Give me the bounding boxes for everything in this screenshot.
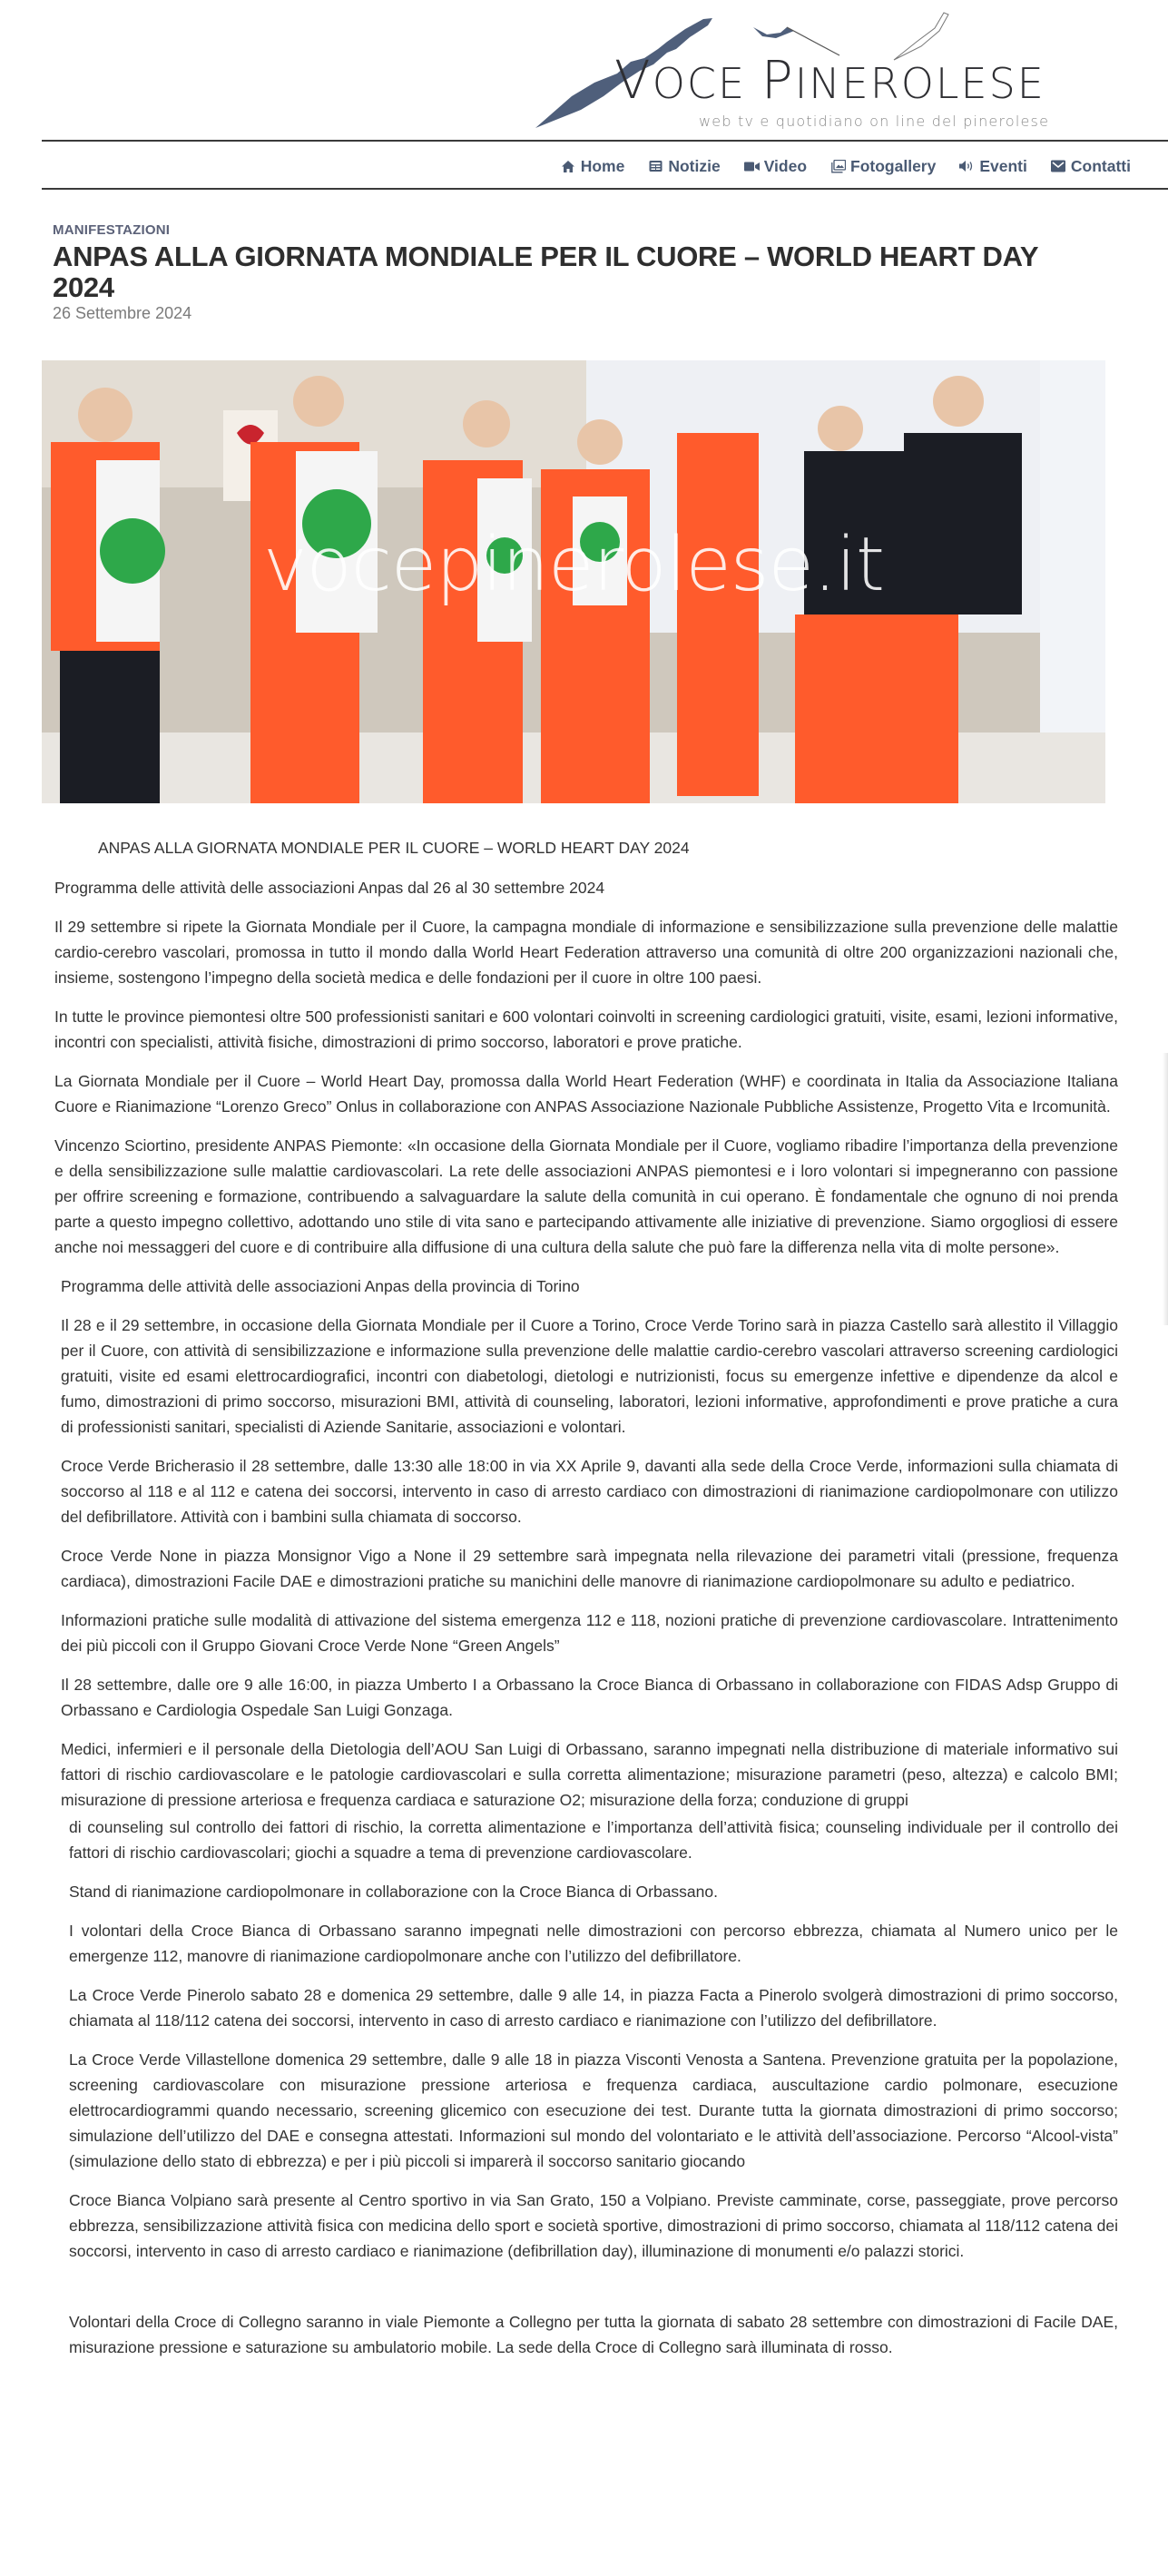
category-link[interactable]: MANIFESTAZIONI xyxy=(53,222,171,238)
article-paragraph: La Croce Verde Villastellone domenica 29 settembre, dalle 9 alle 18 in piazza Visconti Venosta a Santena. Prevenzione gratuita per la popolazione, screening cardiovascolare con misurazione pressione arteriosa e frequenza cardiaca, auscultazione cardio polmonare, esecuzione elettrocardiogrammi quando necessario, screening glicemico con esecuzione dei test. Durante tutta la giornata dimostrazioni di primo soccorso; simulazione dell’utilizzo del DAE e consegna attestati. Informazioni sul mondo del volontariato e le attività dell’associazione. Percorso “Alcool-vista” (simulazione dello stato di ebbrezza) e per i più piccoli si imparerà il soccorso sanitario giocando xyxy=(69,2050,1118,2170)
article-paragraph: Programma delle attività delle associazioni Anpas della provincia di Torino xyxy=(61,1277,580,1295)
article-paragraph: di counseling sul controllo dei fattori di rischio, la corretta alimentazione e l’importanza dell’attività fisica; counseling individuale per il controllo dei fattori di rischio cardiovascolari; giochi a squadre a tema di prevenzione cardiovascolare. xyxy=(69,1818,1118,1862)
nav-item-fotogallery[interactable] xyxy=(830,157,936,176)
article-paragraph: Volontari della Croce di Collegno saranno in viale Piemonte a Collegno per tutta la giornata di sabato 28 settembre con dimostrazioni di Facile DAE, misurazione pressione e saturazione su ambulatorio mobile. La sede della Croce di Collegno sarà illuminata di rosso. xyxy=(69,2313,1118,2356)
article-paragraph: Il 28 e il 29 settembre, in occasione della Giornata Mondiale per il Cuore a Torino, Croce Verde Torino sarà in piazza Castello sarà allestito il Villaggio per il Cuore, con attività di sensibilizzazione e informazione sulla prevenzione delle malattie cardio-cerebro vascolari attraverso screening cardiologici gratuiti, visite ed esami elettrocardiografici, incontri con diabetologi, dietologi e nutrizionisti, focus su emergenze infettive e dipendenze da alcol e fumo, dimostrazioni di primo soccorso, misurazioni BMI, attività di counseling, laboratori, lezioni informative, approfondimenti e prove pratiche a cura di professionisti sanitari, specialisti di Aziende Sanitarie, associazioni e volontari. xyxy=(61,1316,1118,1436)
article-paragraph: Programma delle attività delle associazioni Anpas dal 26 al 30 settembre 2024 xyxy=(54,879,605,897)
nav-label: Contatti xyxy=(1070,156,1131,175)
article-paragraph: In tutte le province piemontesi oltre 500 professionisti sanitari e 600 volontari coinvolti in screening cardiologici gratuiti, visite, esami, lezioni informative, incontri con specialisti, attività fisiche, dimostrazioni di primo soccorso, laboratori e prove pratiche. xyxy=(54,1008,1118,1051)
header-divider-bottom xyxy=(42,188,1168,190)
article-title: ANPAS ALLA GIORNATA MONDIALE PER IL CUORE – WORLD HEART DAY 2024 xyxy=(53,241,1038,303)
nav-label: Home xyxy=(580,156,625,175)
article-photo[interactable] xyxy=(42,360,1105,803)
article-header xyxy=(53,222,1124,323)
nav-item-notizie[interactable] xyxy=(648,157,720,176)
article-paragraph: I volontari della Croce Bianca di Orbassano saranno impegnati nelle dimostrazioni con percorso ebbrezza, chiamata al Numero unico per le emergenze 112, manovre di rianimazione cardiopolmonare anche con l’utilizzo del defibrillatore. xyxy=(69,1922,1118,1965)
article-paragraph: Il 29 settembre si ripete la Giornata Mondiale per il Cuore, la campagna mondiale di informazione e sensibilizzazione sulla prevenzione delle malattie cardio-cerebro vascolari, promossa in tutto il mondo dalla World Heart Federation attraverso una comunità di oltre 200 organizzazioni nazionali che, insieme, sostengono l’impegno della società medica e delle fondazioni per il cuore in oltre 100 paesi. xyxy=(54,918,1118,987)
speaker-icon xyxy=(959,159,975,174)
article-paragraph: Croce Verde Bricherasio il 28 settembre, dalle 13:30 alle 18:00 in via XX Aprile 9, davanti alla sede della Croce Verde, informazioni sulla chiamata di soccorso al 118 e al 112 e catena dei soccorsi, intervento in caso di arresto cardiaco con dimostrazioni di rianimazione cardiopolmonare con utilizzo del defibrillatore. Attività con i bambini sulla chiamata di soccorso. xyxy=(61,1457,1118,1526)
home-icon xyxy=(561,159,576,174)
article-paragraph: Croce Bianca Volpiano sarà presente al Centro sportivo in via San Grato, 150 a Volpiano. Previste camminate, corse, passeggiate, prove percorso ebbrezza, sensibilizzazione attività fisica con medicina dello sport e società sportive, dimostrazioni di primo soccorso, chiamata al 118/112 catena dei soccorsi, intervento in caso di arresto cardiaco e rianimazione (defibrillation day), illuminazione di monumenti e/o palazzi storici. xyxy=(69,2191,1118,2260)
nav-label: Video xyxy=(763,156,808,175)
nav-item-contatti[interactable] xyxy=(1051,157,1131,176)
envelope-icon xyxy=(1051,159,1066,174)
video-camera-icon xyxy=(744,159,760,174)
article-paragraph: La Giornata Mondiale per il Cuore – World Heart Day, promossa dalla World Heart Federation (WHF) e coordinata in Italia da Associazione Italiana Cuore e Rianimazione “Lorenzo Greco” Onlus in collaborazione con ANPAS Associazione Nazionale Pubbliche Assistenze, Progetto Vita e Ircomunità. xyxy=(54,1072,1118,1116)
newspaper-icon xyxy=(648,159,663,174)
article-paragraph: Stand di rianimazione cardiopolmonare in collaborazione con la Croce Bianca di Orbassano. xyxy=(69,1883,718,1901)
logo-title: VOCE PINEROLESE xyxy=(614,49,1045,111)
header-divider-top xyxy=(42,140,1168,142)
nav-label: Eventi xyxy=(979,156,1027,175)
site-logo[interactable] xyxy=(531,5,1050,133)
logo-tagline: web tv e quotidiano on line del pinerolese xyxy=(699,113,1050,130)
nav-item-eventi[interactable] xyxy=(959,157,1027,176)
site-header xyxy=(0,0,1168,141)
image-gallery-icon xyxy=(830,159,846,174)
nav-label: Fotogallery xyxy=(850,156,937,175)
nav-label: Notizie xyxy=(668,156,721,175)
article-paragraph: Croce Verde None in piazza Monsignor Vigo a None il 29 settembre sarà impegnata nella rilevazione dei parametri vitali (pressione, frequenza cardiaca), dimostrazioni Facile DAE e dimostrazioni pratiche su manichini delle manovre di rianimazione cardiopolmonare su adulto e pediatrico. xyxy=(61,1547,1118,1590)
article-paragraph: ANPAS ALLA GIORNATA MONDIALE PER IL CUORE – WORLD HEART DAY 2024 xyxy=(98,839,690,857)
article-paragraph: Vincenzo Sciortino, presidente ANPAS Piemonte: «In occasione della Giornata Mondiale per il Cuore, vogliamo ribadire l’importanza della prevenzione e della sensibilizzazione sulle malattie cardiovascolari. La rete delle associazioni ANPAS piemontesi e i loro volontari si impegneranno con passione per offrire screening e formazione, contribuendo a salvaguardare la salute della comunità in cui operano. È fondamentale che ognuno di noi prenda parte a questo impegno collettivo, adottando uno stile di vita sano e partecipando attivamente alle iniziative di prevenzione. Siamo orgogliosi di essere anche noi messaggeri del cuore e di contribuire alla diffusione di una cultura della salute che può fare la differenza nella vita di molte persone». xyxy=(54,1136,1118,1256)
article-paragraph: Informazioni pratiche sulle modalità di attivazione del sistema emergenza 112 e 118, nozioni pratiche di prevenzione cardiovascolare. Intrattenimento dei più piccoli con il Gruppo Giovani Croce Verde None “Green Angels” xyxy=(61,1611,1118,1655)
article-body xyxy=(54,835,1118,2374)
article-date: 26 Settembre 2024 xyxy=(53,304,192,322)
main-navigation xyxy=(0,152,1168,180)
article-paragraph: La Croce Verde Pinerolo sabato 28 e domenica 29 settembre, dalle 9 alle 14, in piazza Facta a Pinerolo svolgerà dimostrazioni di primo soccorso, chiamata al 118/112 catena dei soccorsi, intervento in caso di arresto cardiaco e rianimazione con l’utilizzo del defibrillatore. xyxy=(69,1986,1118,2030)
nav-item-home[interactable] xyxy=(561,157,625,176)
nav-item-video[interactable] xyxy=(744,157,807,176)
article-paragraph: Medici, infermieri e il personale della Dietologia dell’AOU San Luigi di Orbassano, saranno impegnati nella distribuzione di materiale informativo sui fattori di rischio cardiovascolare e le patologie cardiovascolari e sulla corretta alimentazione; misurazione parametri (peso, altezza) e calcolo BMI; misurazione di pressione arteriosa e frequenza cardiaca e saturazione O2; misurazione della forza; conduzione di gruppi xyxy=(61,1740,1118,1809)
article-paragraph: Il 28 settembre, dalle ore 9 alle 16:00, in piazza Umberto I a Orbassano la Croce Bianca di Orbassano in collaborazione con FIDAS Adsp Gruppo di Orbassano e Cardiologia Ospedale San Luigi Gonzaga. xyxy=(61,1676,1118,1719)
side-panel-edge xyxy=(1163,1053,1168,1325)
photo-watermark: vocepinerolese.it xyxy=(263,522,884,608)
